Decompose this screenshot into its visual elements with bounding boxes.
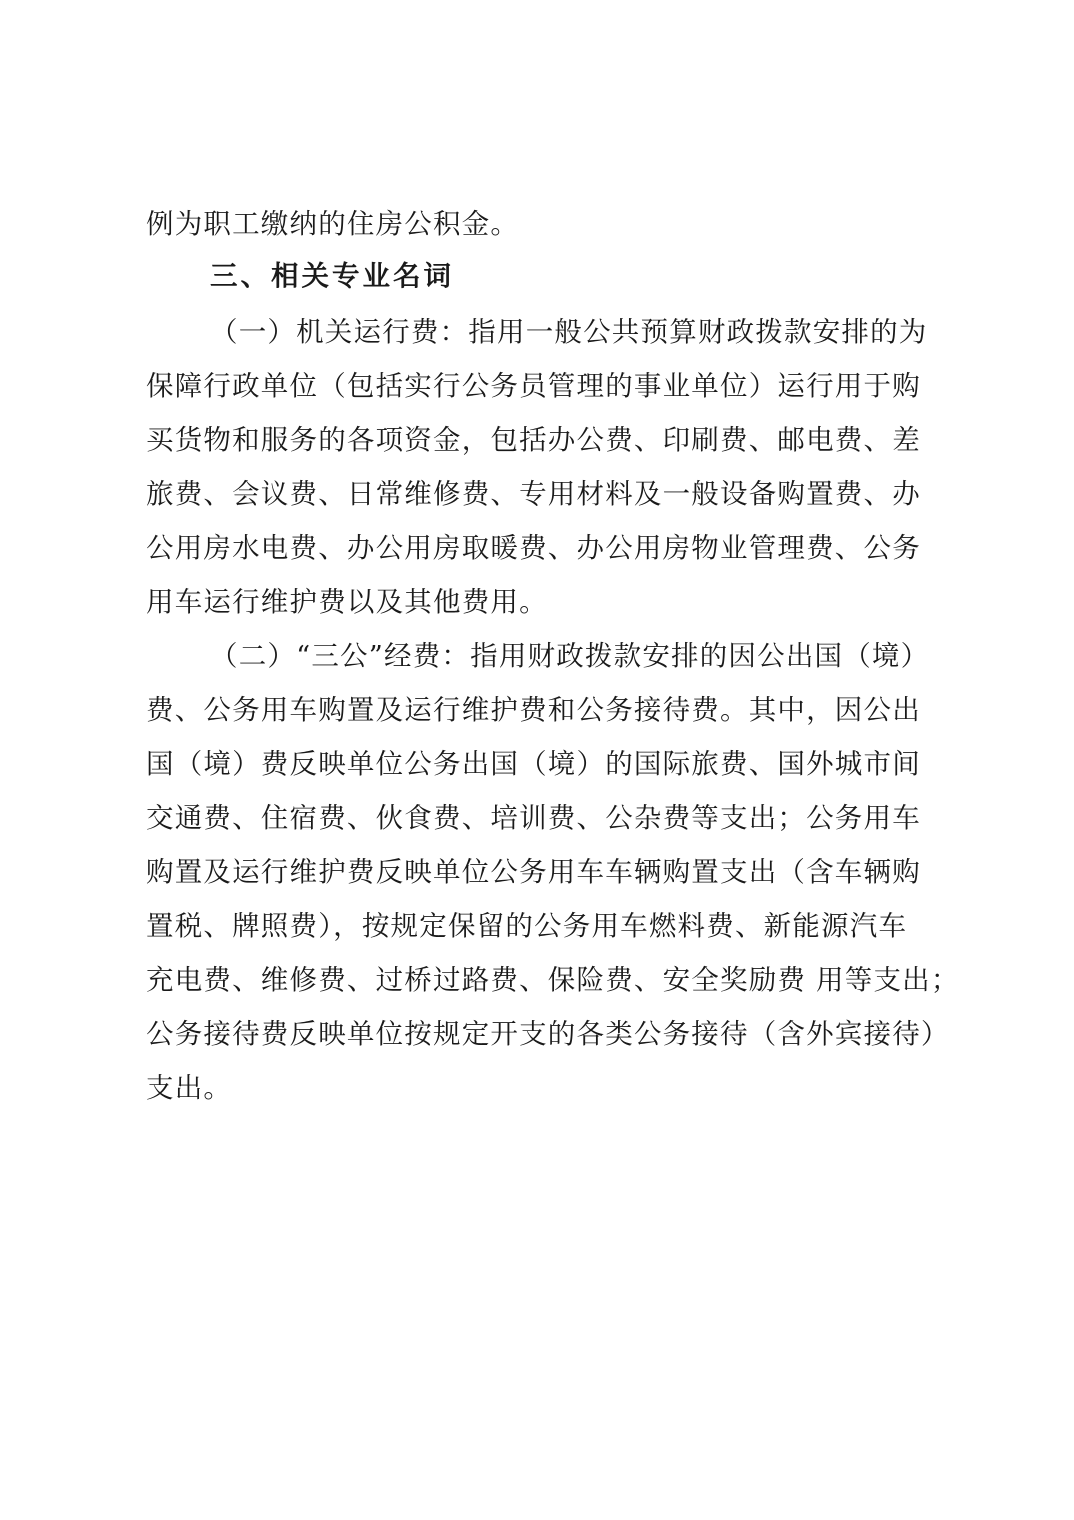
text-line: 充电费、维修费、过桥过路费、保险费、安全奖励费 用等支出；: [146, 964, 960, 996]
text-line: 交通费、住宿费、伙食费、培训费、公杂费等支出；公务用车: [146, 802, 921, 834]
text-line: 支出。: [146, 1072, 233, 1104]
text-line: 保障行政单位（包括实行公务员管理的事业单位）运行用于购: [146, 370, 921, 402]
text-line: 公务接待费反映单位按规定开支的各类公务接待（含外宾接待）: [146, 1018, 950, 1050]
text-line: 国（境）费反映单位公务出国（境）的国际旅费、国外城市间: [146, 748, 921, 780]
section-heading: 三、相关专业名词: [210, 260, 454, 292]
text-line: （二）“三公”经费：指用财政拨款安排的因公出国（境）: [210, 640, 930, 672]
text-line: （一）机关运行费：指用一般公共预算财政拨款安排的为: [210, 316, 928, 348]
text-line: 购置及运行维护费反映单位公务用车车辆购置支出（含车辆购: [146, 856, 921, 888]
text-line: 买货物和服务的各项资金，包括办公费、印刷费、邮电费、差: [146, 424, 921, 456]
text-line: 用车运行维护费以及其他费用。: [146, 586, 548, 618]
text-line: 置税、牌照费），按规定保留的公务用车燃料费、新能源汽车: [146, 910, 908, 942]
text-line: 公用房水电费、办公用房取暖费、办公用房物业管理费、公务: [146, 532, 921, 564]
text-line: 费、公务用车购置及运行维护费和公务接待费。其中，因公出: [146, 694, 921, 726]
text-line: 例为职工缴纳的住房公积金。: [146, 208, 520, 240]
text-line: 旅费、会议费、日常维修费、专用材料及一般设备购置费、办: [146, 478, 921, 510]
